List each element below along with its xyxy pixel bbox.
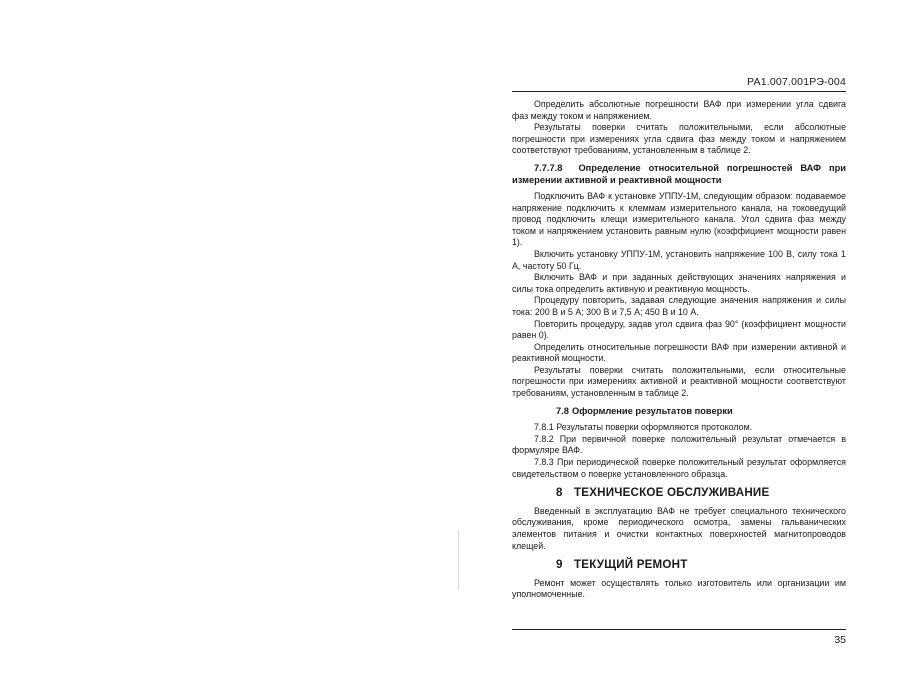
footer-rule xyxy=(512,629,846,630)
paragraph: Подключить ВАФ к установке УППУ-1М, следующим образом: подаваемое напряжение подключить к клеммам измерительного канала, на токоведущий провод подключить клещи измерительного канала. Угол сдвига фаз между током и напряжением установить равным нулю (коэффициент мощности равен 1). xyxy=(512,190,846,248)
page-number: 35 xyxy=(834,634,846,646)
section-number: 7.7.7.8 xyxy=(534,162,563,173)
paragraph: Процедуру повторить, задавая следующие значения напряжения и силы тока: 200 В и 5 А; 300 В и 7,5 А; 450 В и 10 А. xyxy=(512,295,846,317)
paragraph: Введенный в эксплуатацию ВАФ не требует специального технического обслуживания, кроме периодического осмотра, замены гальванических элементов питания и очистки контактных поверхностей магнитопроводов клещей. xyxy=(512,505,846,551)
section-title: ТЕХНИЧЕСКОЕ ОБСЛУЖИВАНИЕ xyxy=(574,486,770,500)
paragraph: 7.8.3 При периодической поверке положительный результат оформляется свидетельством о поверке установленного образца. xyxy=(512,457,846,479)
section-heading-7-8 xyxy=(512,406,846,418)
section-heading-8 xyxy=(512,487,846,499)
scan-artifact xyxy=(458,530,459,590)
document-page xyxy=(512,76,846,656)
header-rule xyxy=(512,91,846,92)
paragraph: Результаты поверки считать положительными, если относительные погрешности при измерениях активной и реактивной мощности соответствуют требованиям, установленным в таблице 2. xyxy=(512,364,846,399)
paragraph: Включить установку УППУ-1М, установить напряжение 100 В, силу тока 1 А, частоту 50 Гц. xyxy=(512,248,846,271)
section-number: 7.8 xyxy=(556,405,569,416)
section-title: Оформление результатов поверки xyxy=(572,405,733,416)
page-content xyxy=(512,99,846,601)
section-title: Определение относительной погрешностей ВАФ при измерении активной и реактивной мощности xyxy=(512,162,846,185)
paragraph: Определить абсолютные погрешности ВАФ при измерении угла сдвига фаз между током и напряжением. xyxy=(512,99,846,121)
paragraph: Результаты поверки считать положительными, если абсолютные погрешности при измерениях угла сдвига фаз между током и напряжением соответствуют требованиям, установленным в таблице 2. xyxy=(512,122,846,156)
paragraph: Включить ВАФ и при заданных действующих значениях напряжения и силы тока определить активную и реактивную мощность. xyxy=(512,272,846,294)
paragraph: Определить относительные погрешности ВАФ при измерении активной и реактивной мощности. xyxy=(512,341,846,364)
paragraph: Повторить процедуру, задав угол сдвига фаз 90° (коэффициент мощности равен 0). xyxy=(512,318,846,341)
section-heading-7-7-7-8 xyxy=(512,162,846,186)
document-code: РА1.007.001РЭ-004 xyxy=(747,76,846,88)
paragraph: 7.8.1 Результаты поверки оформляются протоколом. xyxy=(534,422,753,433)
section-number: 8 xyxy=(556,486,563,500)
section-title: ТЕКУЩИЙ РЕМОНТ xyxy=(574,558,688,572)
section-heading-9 xyxy=(512,559,846,571)
section-number: 9 xyxy=(556,558,563,572)
paragraph: 7.8.2 При первичной поверке положительный результат отмечается в формуляре ВАФ. xyxy=(512,433,846,456)
paragraph: Ремонт может осуществлять только изготовитель или организации им уполномоченные. xyxy=(512,577,846,600)
